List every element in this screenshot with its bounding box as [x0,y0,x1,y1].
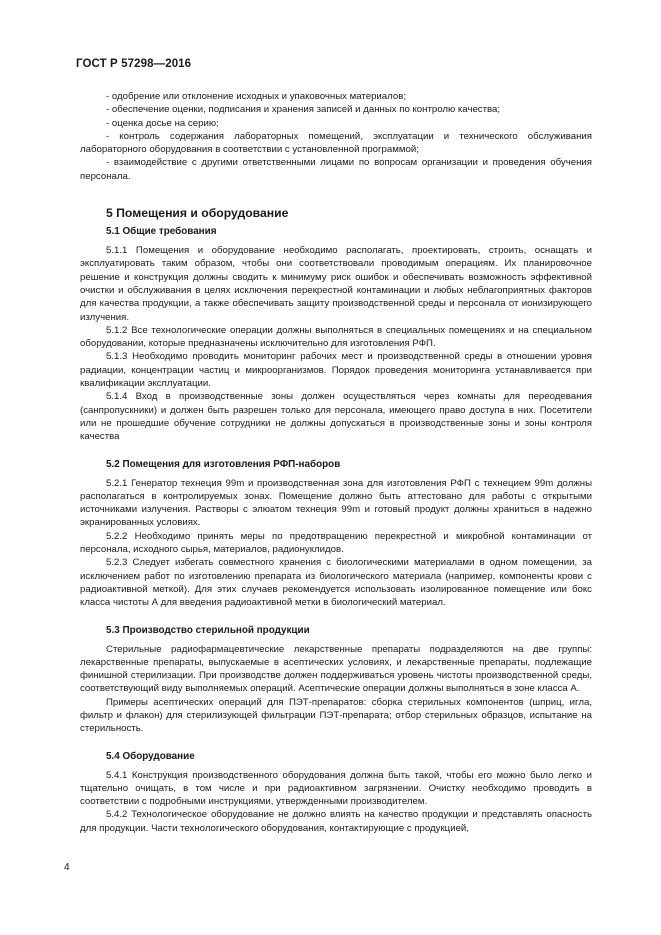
subsection-5-2-heading: 5.2 Помещения для изготовления РФП-наборов [106,458,341,470]
paragraph-5-1-3: 5.1.3 Необходимо проводить мониторинг рабочих мест и производственной среды в отношении уровня радиации, концентрации частиц и микроорганизмов. Порядок проведения мониторинга устанавливается при квалификации эксплуатации. [80,351,592,390]
paragraph-5-4-1: 5.4.1 Конструкция производственного оборудования должна быть такой, чтобы его можно было легко и тщательно очищать, в том числе и при радиоактивном загрязнении. Очистку необходимо проводить в соответствии с подробными инструкциями, утвержденными производителем. [80,769,592,808]
paragraph-5-2-2: 5.2.2 Необходимо принять меры по предотвращению перекрестной и микробной контаминации от персонала, исходного сырья, материалов, радионуклидов. [80,530,592,556]
page-number: 4 [64,862,70,873]
list-item: - одобрение или отклонение исходных и упаковочных материалов; [106,91,407,102]
list-item: - контроль содержания лабораторных помещений, эксплуатации и технического обслуживания лабораторного оборудования в соответствии с установленной программой; [80,130,592,156]
document-code: ГОСТ Р 57298—2016 [76,58,192,70]
list-item: - оценка досье на серию; [106,117,219,129]
subsection-5-4-heading: 5.4 Оборудование [106,750,195,762]
subsection-5-3-heading: 5.3 Производство стерильной продукции [106,624,310,636]
section-5-heading: 5 Помещения и оборудование [106,206,289,221]
paragraph-5-3-a: Стерильные радиофармацевтические лекарственные препараты подразделяются на две группы: лекарственные препараты, выпускаемые в асептических условиях, и лекарственные препараты, подлежащие финишной стерилизации. При производстве должен поддерживаться уровень чистоты производственной среды, соответствующий виду выполняемых операций. Асептические операции должны выполняться в зоне класса А. [80,643,592,695]
subsection-5-1-heading: 5.1 Общие требования [106,226,217,238]
paragraph-5-1-2: 5.1.2 Все технологические операции должны выполняться в специальных помещениях и на специальном оборудовании, которые предназначены исключительно для изготовления РФП. [80,324,592,350]
paragraph-5-2-3: 5.2.3 Следует избегать совместного хранения с биологическими материалами в одном помещении, за исключением работ по изготовлению препарата из биологического материала (например, компоненты крови с радиоактивной меткой). Для этих случаев рекомендуется использовать изолированное помещение или бокс класса чистоты А для введения радиоактивной метки в биологический материал. [80,557,592,609]
list-item: - обеспечение оценки, подписания и хранения записей и данных по контролю качества; [106,104,501,116]
paragraph-5-4-2: 5.4.2 Технологическое оборудование не должно влиять на качество продукции и представлять опасность для продукции. Части технологического оборудования, контактирующие с продукцией, [80,809,592,834]
list-item: - взаимодействие с другими ответственными лицами по вопросам организации и проведения обучения персонала. [80,157,592,182]
paragraph-5-2-1: 5.2.1 Генератор технеция 99m и производственная зона для изготовления РФП с технецием 99m должны располагаться в контролируемых зонах. Помещение должно быть аттестовано для работы с открытыми источниками излучения. Растворы с элюатом технеция 99m и готовый продукт должны храниться в надежно экранированных условиях. [80,477,592,529]
paragraph-5-1-1: 5.1.1 Помещения и оборудование необходимо располагать, проектировать, строить, оснащать и эксплуатировать таким образом, чтобы они соответствовали проводимым операциям. Их планировочное решение и конструкция должны сводить к минимуму риск ошибок и обеспечивать возможность эффективной очистки и обслуживания в целях исключения перекрестной контаминации и любых неблагоприятных факторов для качества продукции, а также обеспечивать защиту производственной среды и персонала от ионизирующего излучения. [80,245,592,323]
paragraph-5-1-4: 5.1.4 Вход в производственные зоны должен осуществляться через комнаты для переодевания (санпропускники) и должен быть разрешен только для персонала, имеющего право доступа в них. Посетители или не прошедшие обучение сотрудники не должны допускаться в производственные зоны и зоны контроля качества [80,391,592,443]
page-body [80,90,592,835]
paragraph-5-3-b: Примеры асептических операций для ПЭТ-препаратов: сборка стерильных компонентов (шприц, игла, фильтр и флакон) для стерилизующей фильтрации ПЭТ-препарата; отбор стерильных образцов, испытание на стерильность. [80,696,592,735]
